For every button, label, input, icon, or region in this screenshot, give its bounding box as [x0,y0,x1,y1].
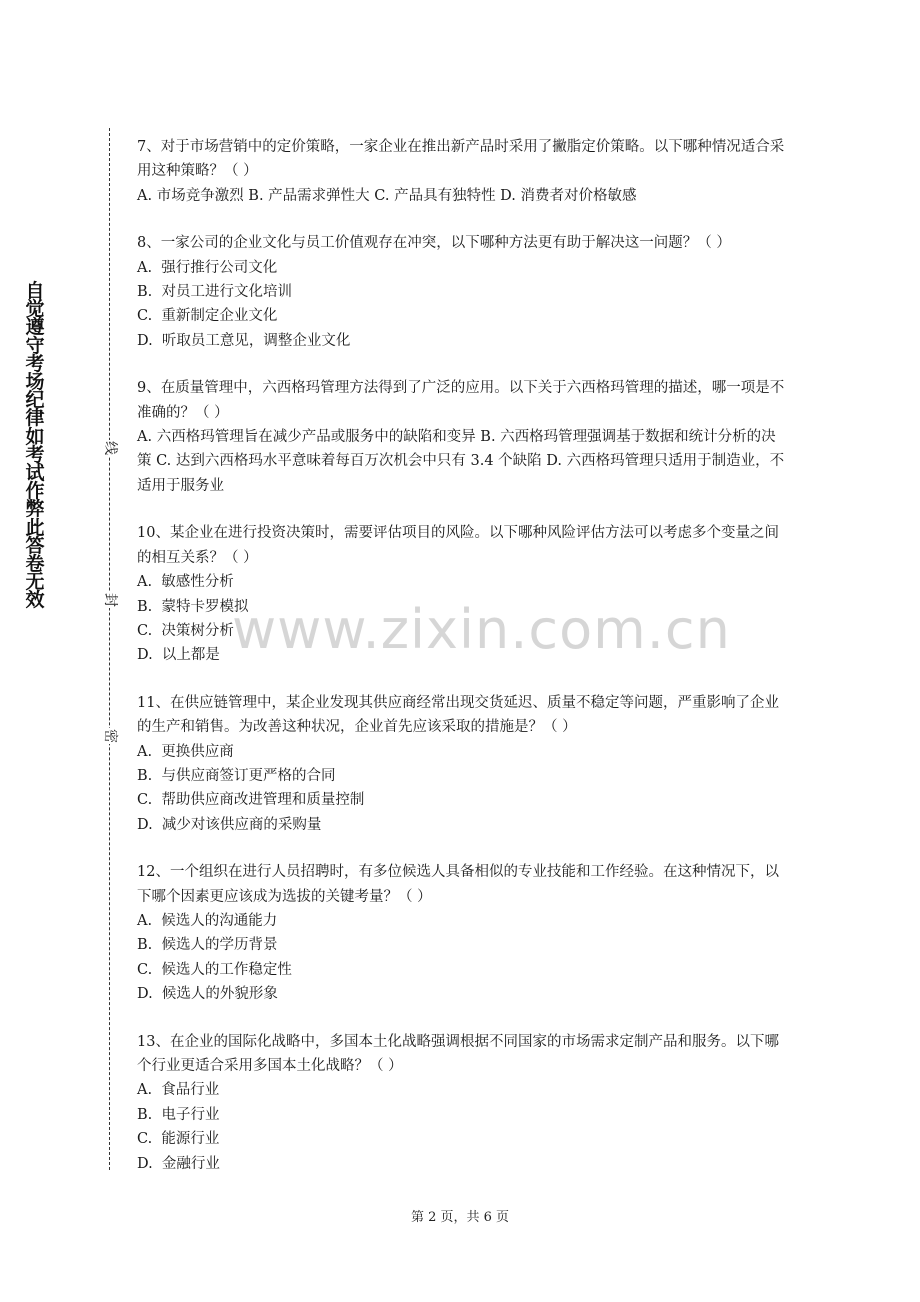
seal-mark-secret: 密 [102,729,118,743]
option-b: B. 候选人的学历背景 [137,937,278,954]
question-13 [137,1030,787,1176]
question-text: 11、在供应链管理中，某企业发现其供应商经常出现交货延迟、质量不稳定等问题，严重影响了企业的生产和销售。为改善这种状况，企业首先应该采取的措施是？（ ） [137,694,779,736]
option-a: A. 敏感性分析 [137,574,234,591]
question-10 [137,521,787,667]
seal-mark-line: 线 [102,441,118,455]
question-list [137,135,787,1199]
question-text: 13、在企业的国际化战略中，多国本土化战略强调根据不同国家的市场需求定制产品和服务。以下哪个行业更适合采用多国本土化战略？（ ） [137,1033,779,1074]
question-8 [137,231,787,353]
option-c: C. 帮助供应商改进管理和质量控制 [137,792,365,809]
option-d: D. 金融行业 [137,1155,220,1172]
option-b: B. 对员工进行文化培训 [137,284,292,301]
option-c: C. 候选人的工作稳定性 [137,961,292,978]
question-text: 12、一个组织在进行人员招聘时，有多位候选人具备相似的专业技能和工作经验。在这种情况下，以下哪个因素更应该成为选拔的关键考量？（ ） [137,864,779,905]
question-9 [137,376,787,498]
option-a: A. 候选人的沟通能力 [137,912,278,929]
option-a: A. 食品行业 [137,1082,220,1099]
option-d: D. 减少对该供应商的采购量 [137,816,322,833]
option-b: B. 蒙特卡罗模拟 [137,598,249,615]
seal-dashed-line [109,128,110,1170]
option-a: A. 强行推行公司文化 [137,259,278,276]
question-12 [137,860,787,1006]
question-11 [137,691,787,837]
watermark: www.zixin.com.cn [232,598,731,661]
question-text: 8、一家公司的企业文化与员工价值观存在冲突，以下哪种方法更有助于解决这一问题？（ ） [137,235,731,252]
question-7 [137,135,787,208]
option-c: C. 重新制定企业文化 [137,308,278,325]
option-b: B. 与供应商签订更严格的合同 [137,767,336,784]
page-number-footer: 第 2 页，共 6 页 [410,1210,510,1225]
option-a: A. 更换供应商 [137,743,234,760]
seal-mark-seal: 封 [102,593,118,607]
option-c: C. 能源行业 [137,1131,220,1148]
exam-discipline-notice: 自觉遵守考场纪律如考试作弊此答卷无效 [25,280,45,612]
option-d: D. 以上都是 [137,647,220,664]
option-d: D. 候选人的外貌形象 [137,986,278,1003]
question-text: 9、在质量管理中，六西格玛管理方法得到了广泛的应用。以下关于六西格玛管理的描述，哪一项是不准确的？（ ） [137,380,785,421]
option-d: D. 听取员工意见，调整企业文化 [137,332,351,349]
question-options: A. 市场竞争激烈 B. 产品需求弹性大 C. 产品具有独特性 D. 消费者对价格敏感 [137,187,637,204]
question-text: 10、某企业在进行投资决策时，需要评估项目的风险。以下哪种风险评估方法可以考虑多个变量之间的相互关系？（ ） [137,525,779,566]
question-options: A. 六西格玛管理旨在减少产品或服务中的缺陷和变异 B. 六西格玛管理强调基于数据和统计分析的决策 C. 达到六西格玛水平意味着每百万次机会中只有 3.4 个缺陷 D. 六西格玛管理只适用于制造业，不适用于服务业 [137,429,785,494]
option-b: B. 电子行业 [137,1106,220,1123]
question-text: 7、对于市场营销中的定价策略，一家企业在推出新产品时采用了撇脂定价策略。以下哪种情况适合采用这种策略？（ ） [137,139,785,180]
option-c: C. 决策树分析 [137,622,234,639]
